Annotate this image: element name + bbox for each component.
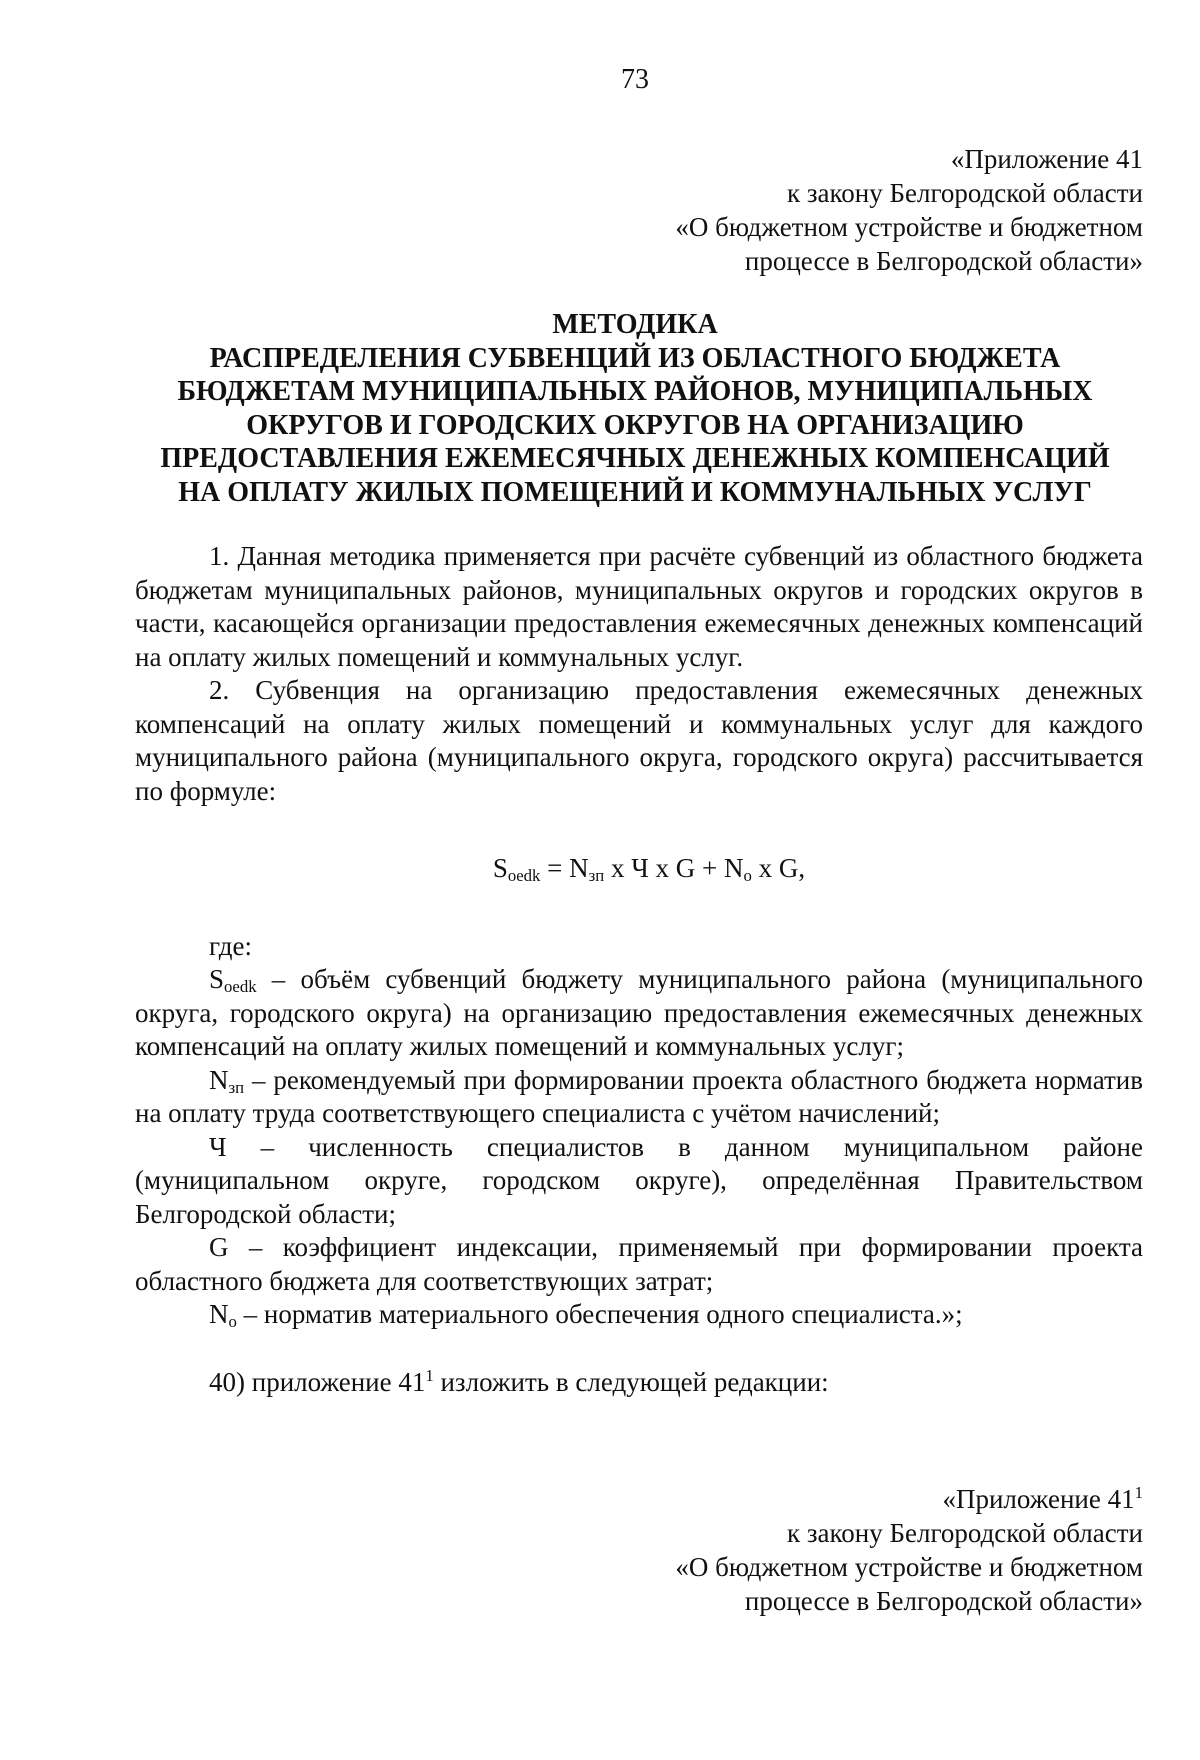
appendix-header-top (675, 142, 1143, 278)
appendix-law-name-1: «О бюджетном устройстве и бюджетном (675, 1552, 1143, 1582)
item-40 (135, 1366, 1143, 1400)
paragraph-1: 1. Данная методика применяется при расчёте субвенций из областного бюджета бюджетам муниципальных районов, муниципальных округов и городских округов в части, касающейся организации предоставления ежемесячных денежных компенсаций на оплату жилых помещений и коммунальных услуг. (135, 541, 1143, 672)
def-s-symbol: S (209, 964, 225, 994)
def-n-text: – рекомендуемый при формировании проекта областного бюджета норматив на оплату труда соответствующего специалиста с учётом начислений; (135, 1064, 1143, 1128)
formula-eq: = N (540, 853, 589, 883)
appendix-title: «Приложение 41 (950, 144, 1143, 174)
document-title (120, 308, 1150, 509)
where-label: где: (209, 930, 252, 961)
item-40-superscript: 1 (425, 1365, 434, 1385)
formula-end: x G, (751, 853, 806, 883)
appendix-title-superscript: 1 (1134, 1482, 1143, 1502)
definition-ch: Ч – численность специалистов в данном муниципальном районе (муниципальном округе, городском округе), определённая Правительством Белгородской области; (135, 1131, 1143, 1229)
definition-s (135, 963, 1143, 1064)
formula (155, 852, 1143, 886)
paragraph-2: 2. Субвенция на организацию предоставления ежемесячных денежных компенсаций на оплату жилых помещений и коммунальных услуг для каждого муниципального района (муниципального округа, городского округа) рассчитывается по формуле: (135, 675, 1143, 806)
title-line: БЮДЖЕТАМ МУНИЦИПАЛЬНЫХ РАЙОНОВ, МУНИЦИПАЛЬНЫХ (177, 376, 1093, 407)
appendix-header-bottom (675, 1482, 1143, 1618)
page-number: 73 (621, 64, 649, 95)
appendix-law-ref: к закону Белгородской области (787, 1518, 1143, 1548)
formula-s: S (492, 853, 508, 883)
item-40-prefix: 40) приложение 41 (209, 1366, 426, 1397)
def-s-subscript: oedk (224, 977, 257, 997)
formula-n-subscript: зп (588, 866, 605, 886)
title-line: МЕТОДИКА (552, 309, 718, 340)
appendix-law-name-2: процессе в Белгородской области» (744, 246, 1143, 276)
def-n-subscript: зп (228, 1077, 245, 1097)
document-body (135, 540, 1143, 1399)
definition-no (135, 1298, 1143, 1332)
def-no-symbol: N (209, 1299, 229, 1329)
spacer (135, 1332, 1143, 1366)
appendix-law-ref: к закону Белгородской области (787, 178, 1143, 208)
title-line: ПРЕДОСТАВЛЕНИЯ ЕЖЕМЕСЯЧНЫХ ДЕНЕЖНЫХ КОМПЕНСАЦИЙ (160, 443, 1110, 474)
definition-g: G – коэффициент индексации, применяемый при формировании проекта областного бюджета для соответствующих затрат; (135, 1232, 1143, 1296)
appendix-title-text: «Приложение 41 (942, 1484, 1135, 1514)
formula-mid: x Ч x G + N (604, 853, 744, 883)
appendix-law-name-2: процессе в Белгородской области» (744, 1586, 1143, 1616)
item-40-suffix: изложить в следующей редакции: (433, 1366, 829, 1397)
formula-s-subscript: oedk (507, 866, 541, 886)
appendix-title (675, 1482, 1143, 1516)
definition-n (135, 1064, 1143, 1131)
title-line: НА ОПЛАТУ ЖИЛЫХ ПОМЕЩЕНИЙ И КОММУНАЛЬНЫХ УСЛУГ (178, 476, 1092, 508)
def-n-symbol: N (209, 1064, 229, 1095)
title-line: РАСПРЕДЕЛЕНИЯ СУБВЕНЦИЙ ИЗ ОБЛАСТНОГО БЮДЖЕТА (209, 342, 1061, 374)
def-no-subscript: o (228, 1312, 237, 1332)
def-no-text: – норматив материального обеспечения одного специалиста.»; (236, 1299, 963, 1329)
def-s-text: – объём субвенций бюджету муниципального района (муниципального округа, городского округа) на организацию предоставления ежемесячных денежных компенсаций на оплату жилых помещений и коммунальных услуг; (135, 964, 1143, 1061)
formula-no-subscript: o (743, 866, 752, 886)
appendix-law-name-1: «О бюджетном устройстве и бюджетном (675, 212, 1143, 242)
title-line: ОКРУГОВ И ГОРОДСКИХ ОКРУГОВ НА ОРГАНИЗАЦИЮ (246, 409, 1024, 441)
